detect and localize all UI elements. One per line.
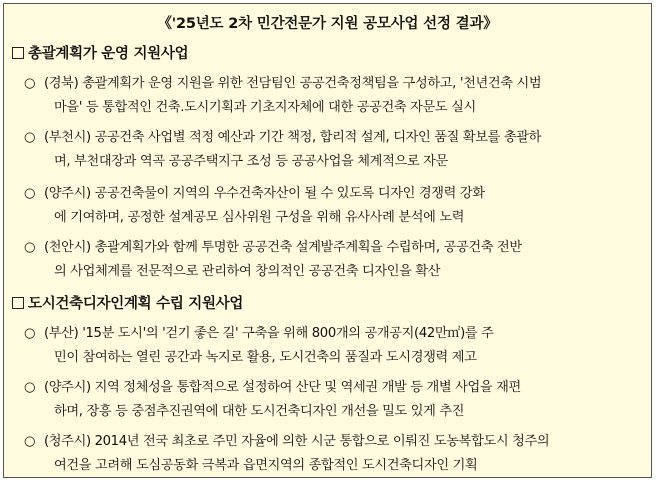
section-heading-urban-design: 도시건축디자인계획 수립 지원사업: [12, 292, 243, 313]
list-item-yangju-1: ○ (양주시) 공공건축물이 지역의 우수건축자산이 될 수 있도록 디자인 경쟁력 강화 에 기여하며, 공정한 설계공모 심사위원 구성을 위해 유사사례 분석에 노력: [24, 182, 640, 230]
list-item-bucheon: ○ (부천시) 공공건축 사업별 적정 예산과 기간 책정, 합리적 설계, 디자인 품질 확보를 총괄하 며, 부천대장과 역곡 공공주택지구 조성 등 공공사업을 체계적으로 자문: [24, 126, 640, 174]
page-title: 《'25년도 2차 민간전문가 지원 공모사업 선정 결과》: [157, 16, 498, 32]
circle-bullet-icon: ○: [24, 380, 36, 395]
square-bullet-icon: [12, 297, 24, 309]
list-item-cheongju: ○ (청주시) 2014년 전국 최초로 주민 자율에 의한 시군 통합으로 이뤄진 도농복합도시 청주의 여건을 고려해 도심공동화 극복과 읍면지역의 종합적인 도시건축디자인 기획: [24, 430, 640, 478]
list-item-busan: ○ (부산) '15분 도시'의 '걷기 좋은 길' 구축을 위해 800개의 공개공지(42만㎡)를 주 민이 참여하는 열린 공간과 녹지로 활용, 도시건축의 품질과 도시경쟁력 제고: [24, 322, 640, 370]
circle-bullet-icon: ○: [24, 130, 36, 145]
circle-bullet-icon: ○: [24, 326, 36, 341]
list-item-yangju-2: ○ (양주시) 지역 정체성을 통합적으로 설정하여 산단 및 역세권 개발 등 개별 사업을 재편 하며, 장흥 등 중점추진권역에 대한 도시건축디자인 개선을 밀도 있게 추진: [24, 376, 640, 424]
circle-bullet-icon: ○: [24, 76, 36, 91]
square-bullet-icon: [12, 47, 24, 59]
section-heading-general-planner: 총괄계획가 운영 지원사업: [12, 42, 188, 63]
announcement-panel: [3, 3, 652, 478]
list-item-cheonan: ○ (천안시) 총괄계획가와 함께 투명한 공공건축 설계발주계획을 수립하며, 공공건축 전반 의 사업체계를 전문적으로 관리하여 창의적인 공공건축 디자인을 확산: [24, 236, 640, 284]
list-item-gyeongbuk: ○ (경북) 총괄계획가 운영 지원을 위한 전담팀인 공공건축정책팀을 구성하고, '천년건축 시범 마을' 등 통합적인 건축.도시기획과 기초지자체에 대한 공공건축 자문도 실시: [24, 72, 640, 120]
circle-bullet-icon: ○: [24, 434, 36, 449]
circle-bullet-icon: ○: [24, 240, 36, 255]
circle-bullet-icon: ○: [24, 186, 36, 201]
